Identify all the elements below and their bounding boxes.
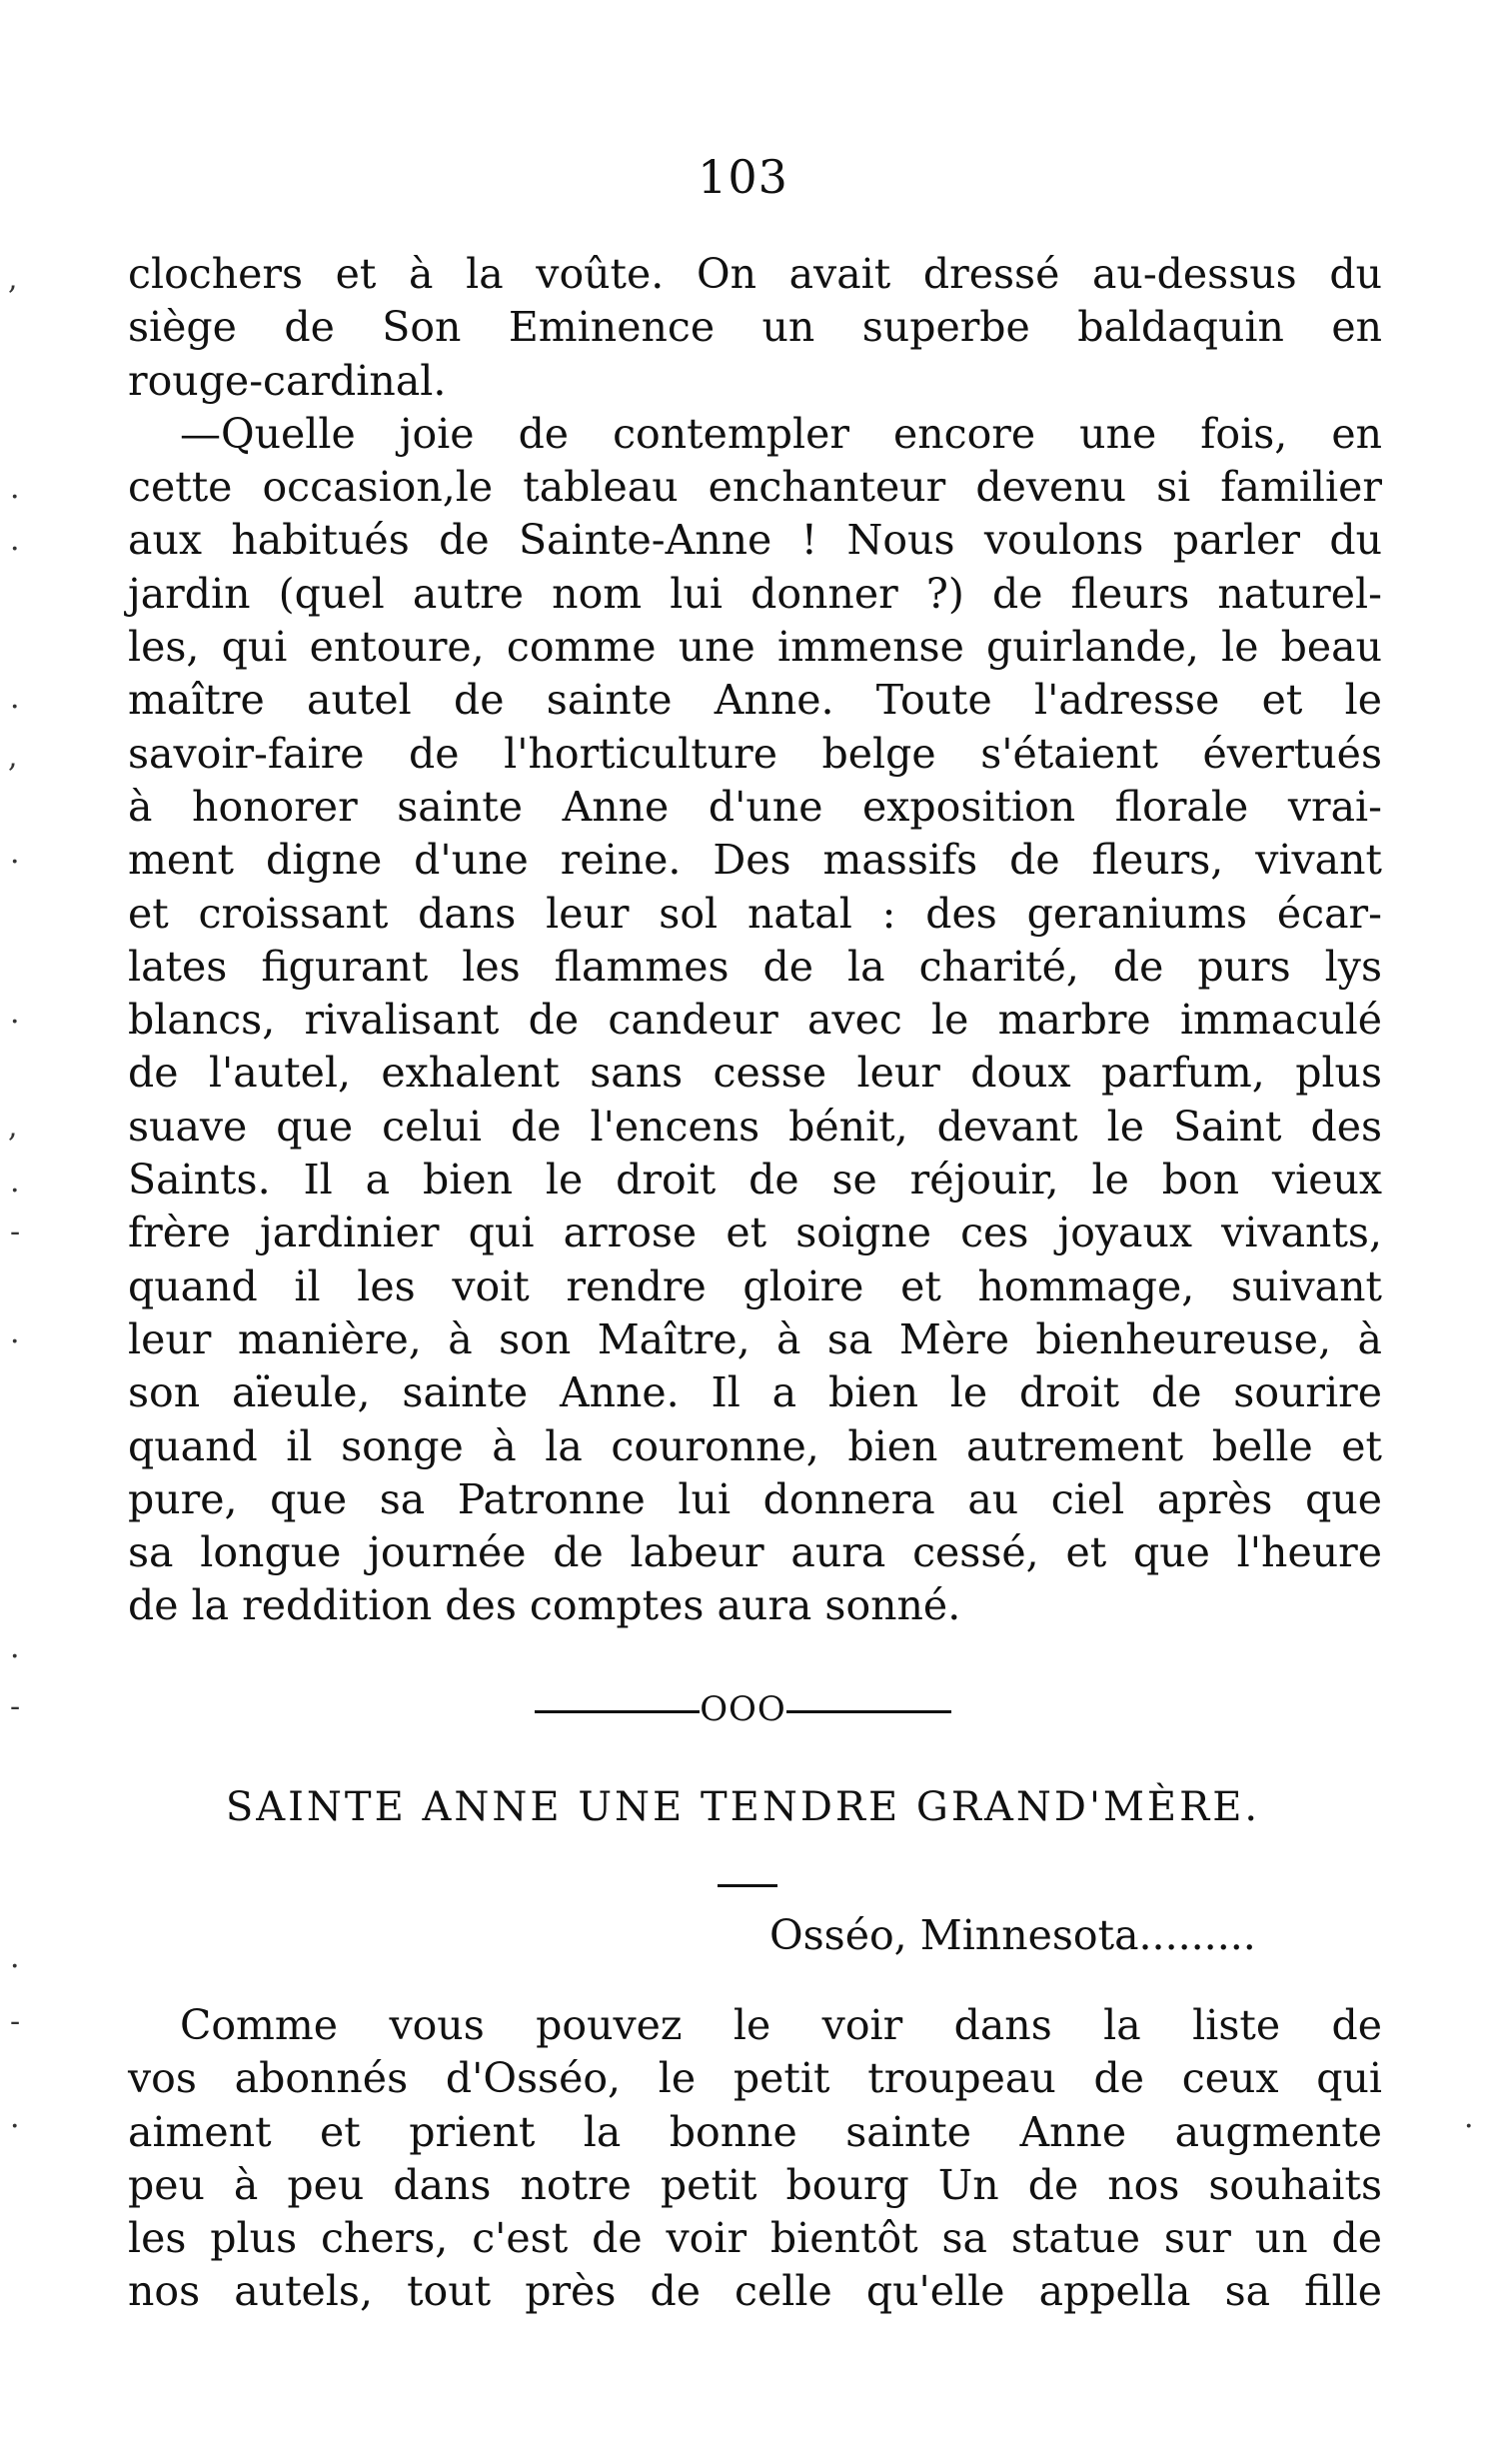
- text-line: clochers et à la voûte. On avait dressé au-dessus du: [128, 250, 1382, 298]
- margin-speck: ·: [10, 690, 20, 725]
- margin-speck: ·: [10, 1949, 20, 1984]
- text-line: quand il songe à la couronne, bien autrement belle et: [128, 1421, 1382, 1470]
- text-line: et croissant dans leur sol natal : des geraniums écar-: [128, 889, 1382, 938]
- text-line: siège de Son Eminence un superbe baldaquin en: [128, 303, 1382, 352]
- text-line: cette occasion,le tableau enchanteur devenu si familier: [128, 463, 1382, 512]
- margin-speck: ·: [10, 845, 20, 880]
- heading-rule: [718, 1884, 777, 1887]
- margin-speck: ·: [10, 1324, 20, 1359]
- text-line: Comme vous pouvez le voir dans la liste de: [180, 2001, 1382, 2049]
- text-line: ment digne d'une reine. Des massifs de fleurs, vivant: [128, 836, 1382, 885]
- margin-speck: -: [10, 2004, 21, 2039]
- margin-speck: .: [10, 1165, 20, 1200]
- text-line: quand il les voit rendre gloire et hommage, suivant: [128, 1261, 1382, 1310]
- margin-speck: ·: [10, 532, 20, 567]
- separator-rule-left: [535, 1710, 700, 1713]
- text-line: pure, que sa Patronne lui donnera au ciel après que: [128, 1474, 1382, 1523]
- text-line: à honorer sainte Anne d'une exposition florale vrai-: [128, 782, 1382, 831]
- margin-speck: ,: [8, 740, 18, 775]
- margin-speck: ·: [10, 2109, 20, 2144]
- text-line: de l'autel, exhalent sans cesse leur doux parfum, plus: [128, 1049, 1382, 1098]
- text-line: vos abonnés d'Osséo, le petit troupeau de ceux qui: [128, 2054, 1382, 2103]
- section-heading: SAINTE ANNE UNE TENDRE GRAND'MÈRE.: [225, 1784, 1261, 1830]
- text-line: blancs, rivalisant de candeur avec le marbre immaculé: [128, 996, 1382, 1045]
- text-line: frère jardinier qui arrose et soigne ces joyaux vivants,: [128, 1209, 1382, 1257]
- margin-speck: -: [10, 1689, 21, 1724]
- text-line: Saints. Il a bien le droit de se réjouir, le bon vieux: [128, 1156, 1382, 1205]
- text-line: leur manière, à son Maître, à sa Mère bienheureuse, à: [128, 1314, 1382, 1363]
- margin-speck: ·: [1464, 2109, 1474, 2144]
- margin-speck: ·: [10, 1639, 20, 1674]
- margin-speck: ·: [10, 1005, 20, 1040]
- section-separator: [0, 1689, 1486, 1729]
- text-line: savoir-faire de l'horticulture belge s'étaient évertués: [128, 729, 1382, 778]
- text-line: son aïeule, sainte Anne. Il a bien le droit de sourire: [128, 1368, 1382, 1417]
- margin-speck: -: [10, 1215, 21, 1249]
- text-line: lates figurant les flammes de la charité, de purs lys: [128, 942, 1382, 991]
- text-line: maître autel de sainte Anne. Toute l'adresse et le: [128, 676, 1382, 725]
- page-number: 103: [698, 150, 788, 204]
- text-line: sa longue journée de labeur aura cessé, et que l'heure: [128, 1528, 1382, 1577]
- text-line: rouge-cardinal.: [128, 356, 447, 405]
- article-body: [128, 248, 1382, 1633]
- text-line: aux habitués de Sainte-Anne ! Nous voulons parler du: [128, 516, 1382, 565]
- margin-speck: ,: [8, 262, 18, 297]
- text-line: les, qui entoure, comme une immense guirlande, le beau: [128, 623, 1382, 672]
- text-line: jardin (quel autre nom lui donner ?) de fleurs naturel-: [128, 569, 1382, 618]
- letter-body: [128, 1999, 1382, 2319]
- text-line: nos autels, tout près de celle qu'elle appella sa fille: [128, 2267, 1382, 2316]
- separator-text: OOO: [700, 1689, 786, 1729]
- margin-speck: ·: [10, 480, 20, 515]
- margin-speck: ,: [8, 1110, 18, 1145]
- dateline: Osséo, Minnesota.........: [769, 1911, 1256, 1959]
- text-line: aiment et prient la bonne sainte Anne augmente: [128, 2107, 1382, 2156]
- text-line: —Quelle joie de contempler encore une fois, en: [180, 409, 1382, 458]
- text-line: peu à peu dans notre petit bourg Un de nos souhaits: [128, 2160, 1382, 2209]
- separator-rule-right: [786, 1710, 951, 1713]
- text-line: de la reddition des comptes aura sonné.: [128, 1581, 961, 1630]
- text-line: suave que celui de l'encens bénit, devant le Saint des: [128, 1102, 1382, 1151]
- text-line: les plus chers, c'est de voir bientôt sa statue sur un de: [128, 2214, 1382, 2263]
